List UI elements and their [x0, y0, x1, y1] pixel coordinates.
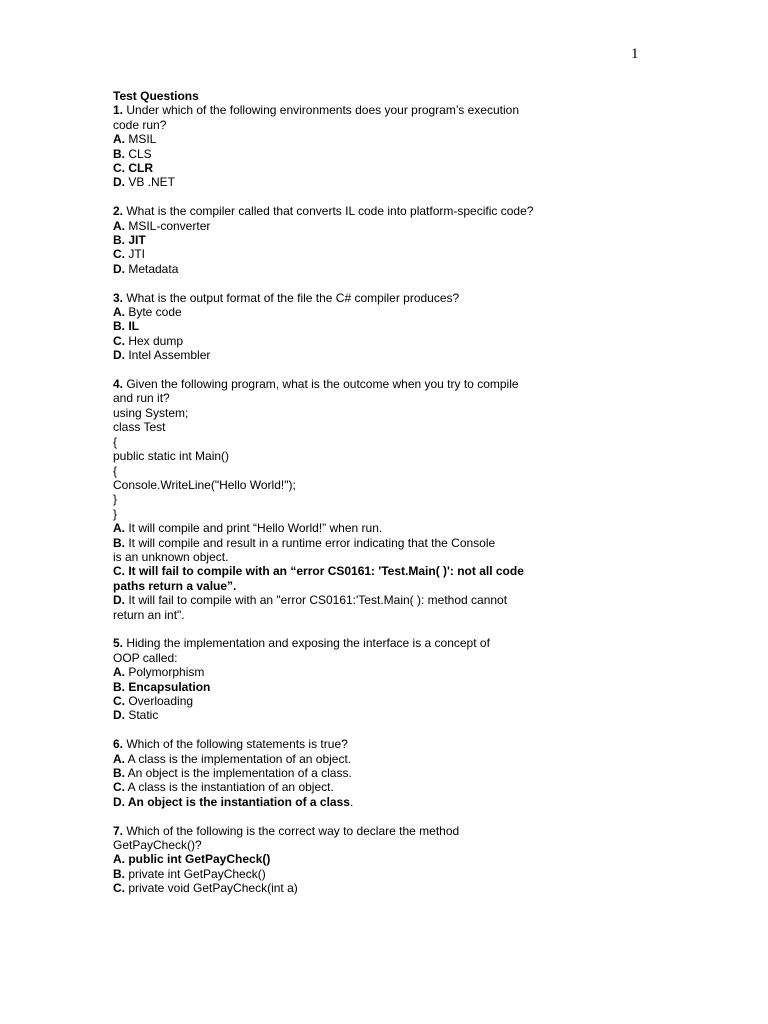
question-number: 6.	[113, 737, 124, 752]
answer-option	[113, 161, 733, 175]
question-stem-line	[113, 103, 733, 117]
question-number: 2.	[113, 204, 124, 219]
question-spacer	[113, 363, 733, 377]
answer-option	[113, 233, 733, 247]
question-stem-text: code run?	[113, 117, 167, 132]
option-letter: B.	[113, 866, 125, 881]
option-letter: A.	[113, 665, 125, 680]
question-6	[113, 737, 733, 809]
option-letter: A.	[113, 852, 125, 867]
question-stem-line	[113, 118, 733, 132]
option-text: MSIL	[125, 132, 157, 147]
option-letter: B.	[113, 319, 125, 334]
option-text: . JIT	[121, 233, 146, 248]
question-spacer	[113, 723, 733, 737]
question-stem-line	[113, 291, 733, 305]
option-text: Metadata	[125, 261, 179, 276]
question-stem-text: Under which of the following environments does your program’s execution	[123, 103, 520, 118]
answer-option	[113, 132, 733, 146]
option-letter: B.	[113, 146, 125, 161]
option-letter: C.	[113, 881, 125, 896]
answer-option	[113, 708, 733, 722]
code-line: Console.WriteLine("Hello World!");	[113, 477, 296, 492]
option-letter: D.	[113, 708, 125, 723]
answer-option	[113, 564, 733, 578]
question-number: 5.	[113, 636, 124, 651]
question-stem-line	[113, 651, 733, 665]
code-line: public static int Main()	[113, 449, 230, 464]
option-text: VB .NET	[125, 175, 176, 190]
option-letter: D.	[113, 261, 125, 276]
option-text: CLR	[125, 161, 153, 176]
option-letter: B.	[113, 766, 125, 781]
option-text: An object is the instantiation of a class	[125, 794, 350, 809]
question-spacer	[113, 276, 733, 290]
option-letter: C.	[113, 247, 125, 262]
question-stem-text: GetPayCheck()?	[113, 838, 202, 853]
option-text: MSIL-converter	[125, 218, 211, 233]
code-line: }	[113, 492, 118, 507]
code-line: using System;	[113, 405, 189, 420]
question-stem-text: and run it?	[113, 391, 170, 406]
option-letter: C.	[113, 564, 125, 579]
code-line: }	[113, 506, 118, 521]
option-text: A class is the implementation of an object.	[125, 751, 352, 766]
answer-option	[113, 665, 733, 679]
question-stem-line	[113, 737, 733, 751]
option-letter: D.	[113, 348, 125, 363]
option-text: public int GetPayCheck()	[125, 852, 271, 867]
option-letter: C.	[113, 694, 125, 708]
question-stem-text: Hiding the implementation and exposing the interface is a concept of	[123, 636, 490, 651]
question-spacer	[113, 809, 733, 823]
option-text: JTI	[125, 247, 145, 262]
option-letter: C.	[113, 333, 125, 348]
option-tail: .	[349, 794, 354, 809]
question-stem-line	[113, 838, 733, 852]
answer-option	[113, 247, 733, 261]
question-number: 7.	[113, 823, 124, 838]
code-line: {	[113, 463, 118, 478]
question-stem-text: What is the output format of the file the C# compiler produces?	[123, 290, 460, 305]
question-spacer	[113, 622, 733, 636]
question-3	[113, 291, 733, 363]
answer-option	[113, 536, 733, 550]
option-text: IL	[125, 319, 139, 334]
answer-option	[113, 175, 733, 189]
option-letter: B.	[113, 535, 125, 550]
option-text: private void GetPayCheck(int a)	[125, 881, 298, 896]
option-text: Hex dump	[125, 333, 184, 348]
option-letter: A.	[113, 305, 125, 320]
option-letter: C.	[113, 161, 125, 176]
option-text: Intel Assembler	[125, 348, 211, 363]
option-letter: D.	[113, 175, 125, 190]
answer-option	[113, 780, 733, 794]
option-text: Polymorphism	[125, 665, 205, 680]
question-5	[113, 636, 733, 722]
answer-option	[113, 867, 733, 881]
page-number: 1	[631, 46, 639, 62]
code-line: class Test	[113, 420, 166, 435]
answer-option	[113, 593, 733, 607]
answer-option	[113, 852, 733, 866]
option-letter: A.	[113, 132, 125, 147]
answer-option	[113, 795, 733, 809]
option-text: It will fail to compile with an "error CS0161:'Test.Main( ): method cannot	[125, 593, 508, 608]
code-line: {	[113, 434, 118, 449]
option-text-continued: paths return a value”.	[113, 578, 237, 593]
option-letter: A.	[113, 218, 125, 233]
answer-option	[113, 752, 733, 766]
option-text-continued: return an int".	[113, 607, 185, 622]
question-stem-text: What is the compiler called that converts IL code into platform-specific code?	[123, 204, 534, 219]
option-text-continued: is an unknown object.	[113, 549, 229, 564]
option-text: It will compile and result in a runtime error indicating that the Console	[125, 535, 496, 550]
option-text: Overloading	[125, 694, 194, 708]
question-stem-line	[113, 204, 733, 218]
question-stem-text: Given the following program, what is the outcome when you try to compile	[123, 377, 519, 392]
question-number: 3.	[113, 290, 124, 305]
question-4	[113, 377, 733, 622]
question-2	[113, 204, 733, 276]
answer-option	[113, 348, 733, 362]
answer-option	[113, 334, 733, 348]
option-text: It will compile and print “Hello World!” when run.	[125, 521, 383, 536]
option-letter: B	[113, 233, 122, 248]
document-title: Test Questions	[113, 89, 199, 103]
answer-option	[113, 319, 733, 333]
answer-option	[113, 305, 733, 319]
question-stem-line	[113, 824, 733, 838]
answer-option	[113, 680, 733, 694]
option-letter: B.	[113, 679, 125, 694]
question-number: 4.	[113, 377, 124, 392]
option-text: Encapsulation	[125, 679, 211, 694]
option-text: A class is the instantiation of an object.	[125, 780, 334, 795]
question-list	[113, 103, 733, 895]
answer-option	[113, 147, 733, 161]
question-stem-text: Which of the following statements is true?	[123, 737, 348, 752]
option-text: Byte code	[125, 305, 182, 320]
question-stem-line	[113, 391, 733, 405]
question-number: 1.	[113, 103, 124, 118]
answer-option	[113, 219, 733, 233]
option-letter: D.	[113, 794, 125, 809]
option-text: CLS	[125, 146, 152, 161]
answer-option	[113, 694, 733, 708]
question-stem-line	[113, 636, 733, 650]
answer-option	[113, 881, 733, 895]
answer-option	[113, 262, 733, 276]
question-spacer	[113, 190, 733, 204]
question-7	[113, 824, 733, 896]
question-stem-text: Which of the following is the correct way to declare the method	[123, 823, 460, 838]
answer-option	[113, 766, 733, 780]
option-text: Static	[125, 708, 159, 723]
answer-option	[113, 521, 733, 535]
option-text: An object is the implementation of a class.	[125, 766, 352, 781]
test-document	[113, 89, 733, 896]
question-1	[113, 103, 733, 189]
option-letter: A.	[113, 751, 125, 766]
question-stem-text: OOP called:	[113, 650, 178, 665]
option-text: private int GetPayCheck()	[125, 866, 266, 881]
option-text: It will fail to compile with an “error CS0161: 'Test.Main( )': not all code	[125, 564, 524, 579]
option-letter: A.	[113, 521, 125, 536]
option-letter: D.	[113, 593, 125, 608]
option-letter: C.	[113, 780, 125, 795]
question-stem-line	[113, 377, 733, 391]
